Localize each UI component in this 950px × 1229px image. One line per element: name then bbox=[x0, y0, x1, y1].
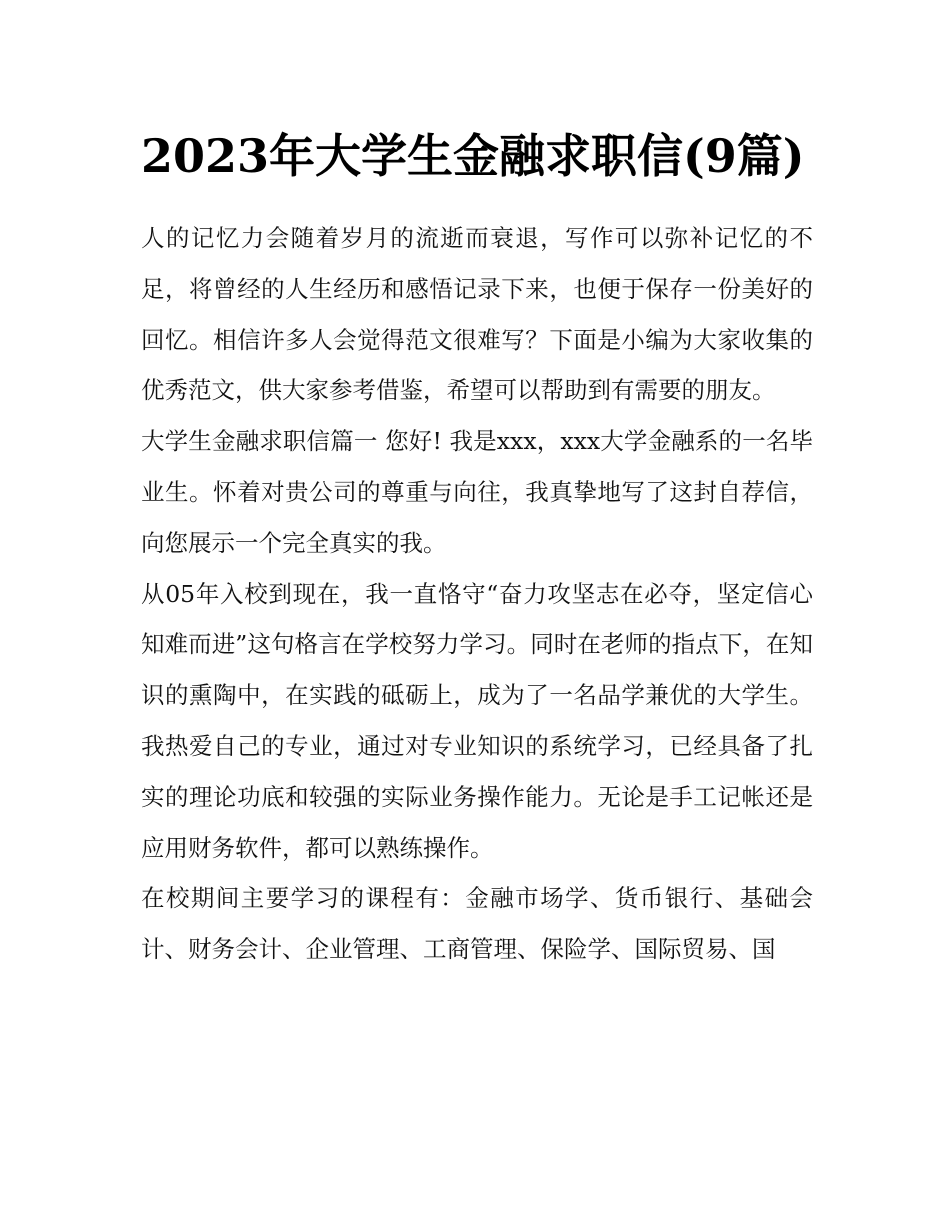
paragraph-intro: 人的记忆力会随着岁月的流逝而衰退，写作可以弥补记忆的不足，将曾经的人生经历和感悟记录下来，也便于保存一份美好的回忆。相信许多人会觉得范文很难写？下面是小编为大家收集的优秀范文，供大家参考借鉴，希望可以帮助到有需要的朋友。 bbox=[141, 224, 813, 405]
paragraph-letter-opening: 大学生金融求职信篇一 您好! 我是xxx，xxx大学金融系的一名毕业生。怀着对贵公司的尊重与向往，我真挚地写了这封自荐信，向您展示一个完全真实的我。 bbox=[141, 427, 813, 557]
document-content bbox=[141, 118, 813, 975]
document-title-text: 2023年大学生金融求职信(9篇) bbox=[141, 129, 805, 183]
document-title bbox=[141, 118, 813, 194]
document-body bbox=[141, 213, 813, 975]
paragraph-study-experience: 从05年入校到现在，我一直恪守“奋力攻坚志在必夺，坚定信心知难而进”这句格言在学校努力学习。同时在老师的指点下，在知识的熏陶中，在实践的砥砺上，成为了一名品学兼优的大学生。我热爱自己的专业，通过对专业知识的系统学习，已经具备了扎实的理论功底和较强的实际业务操作能力。无论是手工记帐还是应用财务软件，都可以熟练操作。 bbox=[141, 579, 813, 862]
paragraph-courses: 在校期间主要学习的课程有：金融市场学、货币银行、基础会计、财务会计、企业管理、工商管理、保险学、国际贸易、国 bbox=[141, 884, 813, 964]
